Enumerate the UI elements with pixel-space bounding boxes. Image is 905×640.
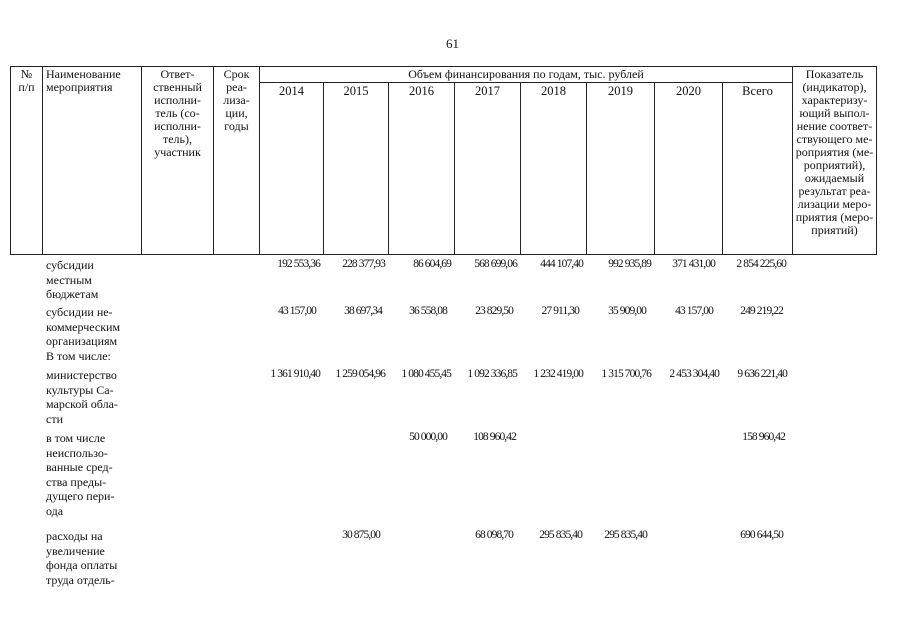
row-value: 1 361 910,40 bbox=[270, 368, 320, 380]
row-name-nonprofit-subsidies: субсидии не- коммерческим организациям bbox=[46, 305, 121, 348]
years-row-divider bbox=[259, 82, 792, 83]
row-value: 371 431,00 bbox=[672, 258, 715, 270]
year-col-divider bbox=[654, 82, 655, 255]
row-value: 86 604,69 bbox=[413, 258, 451, 270]
row-value: 249 219,22 bbox=[740, 305, 783, 317]
row-name-ministry-of-culture: министерство культуры Са- марской обла- сти bbox=[46, 368, 118, 426]
row-name-including: В том числе: bbox=[46, 349, 111, 363]
year-header-2019: 2019 bbox=[608, 84, 633, 98]
row-value: 1 092 336,85 bbox=[467, 368, 517, 380]
row-value: 23 829,50 bbox=[475, 305, 513, 317]
row-value: 2 453 304,40 bbox=[669, 368, 719, 380]
year-col-divider bbox=[586, 82, 587, 255]
year-header-total: Всего bbox=[742, 84, 773, 98]
row-value: 1 232 419,00 bbox=[533, 368, 583, 380]
year-header-2017: 2017 bbox=[475, 84, 500, 98]
year-col-divider bbox=[520, 82, 521, 255]
row-value: 43 157,00 bbox=[278, 305, 316, 317]
row-value: 295 835,40 bbox=[604, 529, 647, 541]
year-col-divider bbox=[323, 82, 324, 255]
row-value: 35 909,00 bbox=[608, 305, 646, 317]
row-value: 1 315 700,76 bbox=[601, 368, 651, 380]
row-value: 192 553,36 bbox=[277, 258, 320, 270]
row-value: 158 960,42 bbox=[742, 431, 785, 443]
row-value: 43 157,00 bbox=[675, 305, 713, 317]
col-divider bbox=[42, 66, 43, 255]
header-number: № п/п bbox=[18, 67, 35, 94]
row-value: 36 558,08 bbox=[409, 305, 447, 317]
year-col-divider bbox=[454, 82, 455, 255]
row-value: 2 854 225,60 bbox=[736, 258, 786, 270]
row-name-unused-funds: в том числе неиспользо- ванные сред- ства преды- дущего пери- ода bbox=[46, 431, 115, 518]
row-value: 1 080 455,45 bbox=[401, 368, 451, 380]
header-bottom-border bbox=[10, 254, 876, 255]
row-value: 38 697,34 bbox=[344, 305, 382, 317]
row-value: 50 000,00 bbox=[409, 431, 447, 443]
year-header-2016: 2016 bbox=[409, 84, 434, 98]
table-left-border bbox=[10, 66, 11, 255]
table-right-border bbox=[876, 66, 877, 255]
row-value: 9 636 221,40 bbox=[737, 368, 787, 380]
row-value: 568 699,06 bbox=[474, 258, 517, 270]
year-header-2018: 2018 bbox=[541, 84, 566, 98]
year-col-divider bbox=[722, 82, 723, 255]
year-col-divider bbox=[388, 82, 389, 255]
year-header-2020: 2020 bbox=[676, 84, 701, 98]
row-name-wage-fund-expenses: расходы на увеличение фонда оплаты труда отдель- bbox=[46, 529, 118, 587]
row-name-local-budget-subsidies: субсидии местным бюджетам bbox=[46, 258, 99, 301]
header-indicator: Показатель (индикатор), характеризу- ющий выпол- нение соответ- ствующего ме- роприятия (ме- роприятий), ожидаемый результат реа- лизации меро- приятия (меро- приятий) bbox=[795, 67, 874, 237]
row-value: 108 960,42 bbox=[473, 431, 516, 443]
header-executor: Ответ- ственный исполни- тель (со- исполни- тель), участник bbox=[153, 67, 202, 159]
header-activity-name: Наименование мероприятия bbox=[46, 67, 121, 94]
row-value: 992 935,89 bbox=[608, 258, 651, 270]
row-value: 1 259 054,96 bbox=[335, 368, 385, 380]
page-number: 61 bbox=[446, 36, 459, 51]
row-value: 444 107,40 bbox=[540, 258, 583, 270]
header-term: Срок реа- лиза- ции, годы bbox=[223, 67, 250, 133]
row-value: 30 875,00 bbox=[342, 529, 380, 541]
year-header-2015: 2015 bbox=[343, 84, 369, 98]
row-value: 690 644,50 bbox=[740, 529, 783, 541]
row-value: 228 377,93 bbox=[342, 258, 385, 270]
header-funding: Объем финансирования по годам, тыс. рублей bbox=[408, 67, 644, 81]
row-value: 295 835,40 bbox=[539, 529, 582, 541]
year-header-2014: 2014 bbox=[279, 84, 304, 98]
row-value: 68 098,70 bbox=[475, 529, 513, 541]
row-value: 27 911,30 bbox=[541, 305, 579, 317]
